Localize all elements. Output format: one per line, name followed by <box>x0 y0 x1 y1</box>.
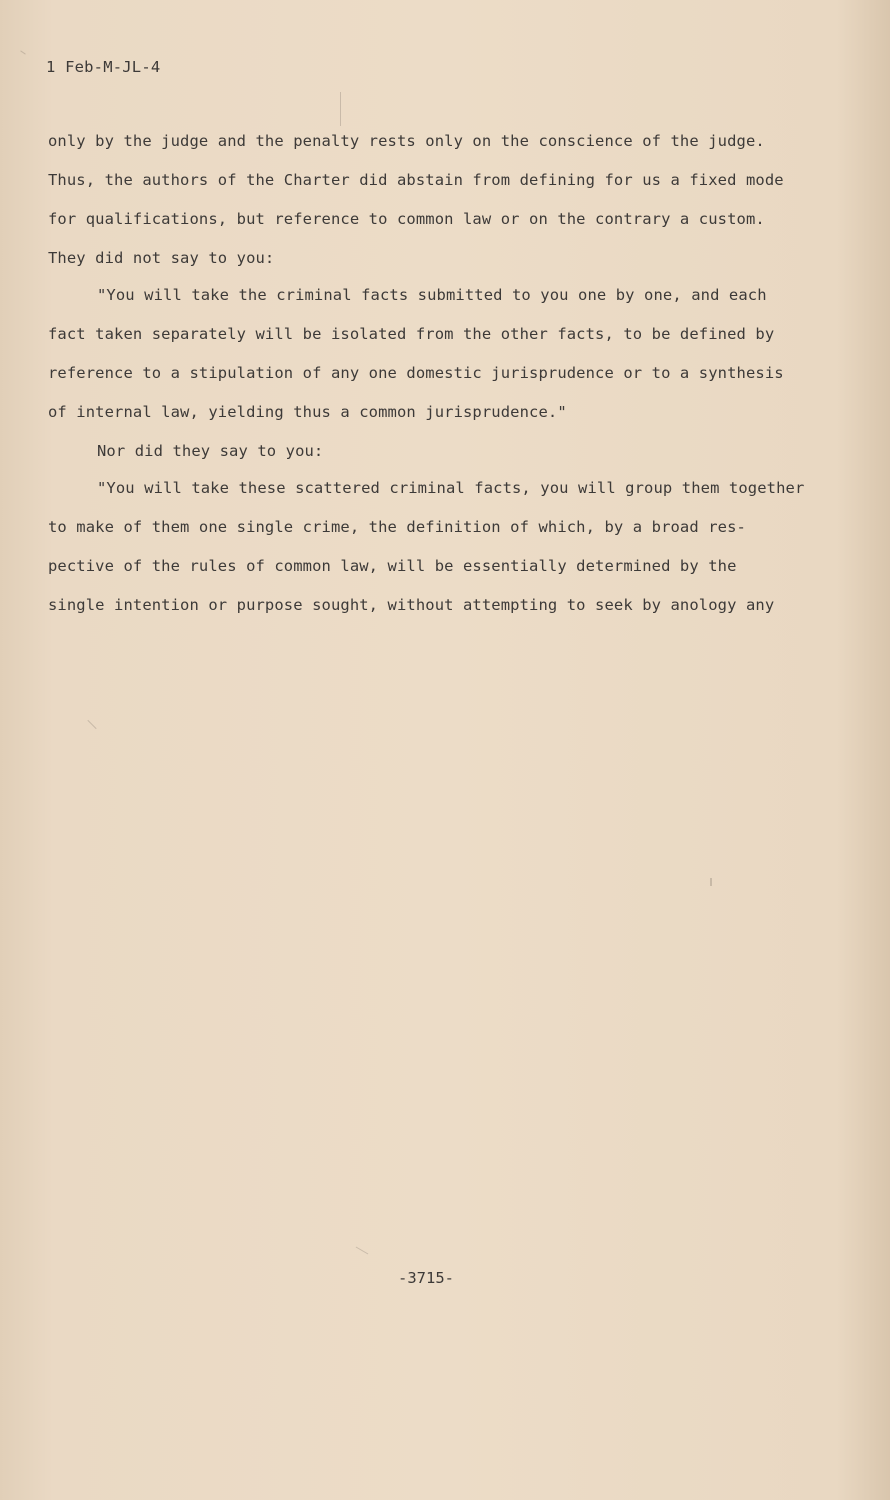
body-text-line: "You will take the criminal facts submitted to you one by one, and each <box>97 286 767 304</box>
page-number: -3715- <box>398 1269 454 1287</box>
paper-speck <box>87 720 96 729</box>
body-text-line: Nor did they say to you: <box>97 442 324 460</box>
body-text-line: reference to a stipulation of any one domestic jurisprudence or to a synthesis <box>48 364 784 382</box>
body-text-line: Thus, the authors of the Charter did abstain from defining for us a fixed mode <box>48 171 784 189</box>
body-text-line: single intention or purpose sought, without attempting to seek by anology any <box>48 596 775 614</box>
body-text-line: fact taken separately will be isolated from the other facts, to be defined by <box>48 325 775 343</box>
paper-speck <box>20 50 25 54</box>
paper-speck <box>340 92 341 126</box>
paper-speck <box>356 1247 369 1255</box>
paper-speck <box>710 878 712 886</box>
body-text-line: They did not say to you: <box>48 249 275 267</box>
body-text-line: to make of them one single crime, the definition of which, by a broad res- <box>48 518 746 536</box>
body-text-line: for qualifications, but reference to common law or on the contrary a custom. <box>48 210 765 228</box>
body-text-line: pective of the rules of common law, will be essentially determined by the <box>48 557 737 575</box>
body-text-line: only by the judge and the penalty rests only on the conscience of the judge. <box>48 132 765 150</box>
body-text-line: "You will take these scattered criminal facts, you will group them together <box>97 479 805 497</box>
body-text-line: of internal law, yielding thus a common jurisprudence." <box>48 403 567 421</box>
document-reference: 1 Feb-M-JL-4 <box>46 58 161 76</box>
